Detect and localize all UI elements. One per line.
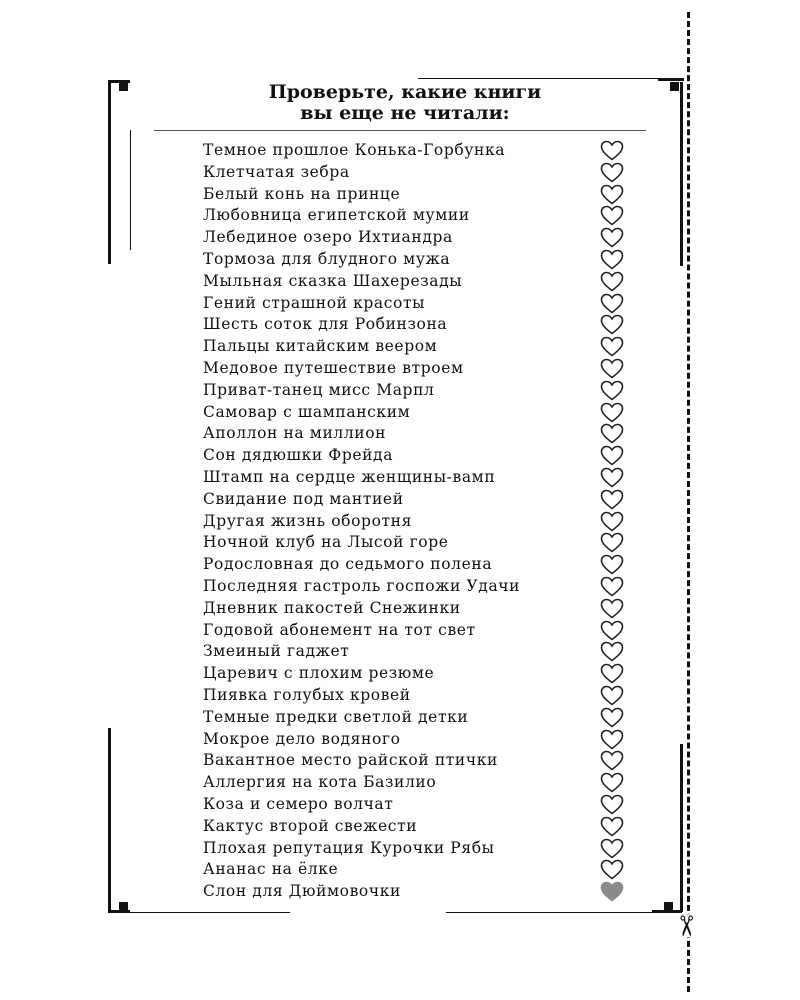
frame-right-top-bar <box>680 82 683 266</box>
heart-checkbox-icon[interactable] <box>600 620 624 642</box>
heart-checkbox-icon[interactable] <box>600 293 624 315</box>
frame-corner-bottom-left <box>119 902 128 911</box>
heart-checkbox-icon[interactable] <box>600 162 624 184</box>
heart-checkbox-icon[interactable] <box>600 532 624 554</box>
book-title: Родословная до седьмого полена <box>203 555 493 574</box>
heart-checkbox-icon[interactable] <box>600 838 624 860</box>
frame-inner-left-line <box>130 130 131 250</box>
book-title: Любовница египетской мумии <box>203 206 470 225</box>
book-title: Сон дядюшки Фрейда <box>203 446 394 465</box>
list-item <box>203 489 633 511</box>
book-title: Клетчатая зебра <box>203 162 350 181</box>
book-title: Свидание под мантией <box>203 489 404 508</box>
heart-filled-checkbox-icon[interactable] <box>600 881 624 903</box>
book-title: Шесть соток для Робинзона <box>203 315 448 334</box>
book-title: Вакантное место райской птички <box>203 751 498 770</box>
heart-checkbox-icon[interactable] <box>600 336 624 358</box>
book-title: Плохая репутация Курочки Рябы <box>203 838 495 857</box>
list-item <box>203 663 633 685</box>
book-title: Тормоза для блудного мужа <box>203 249 451 268</box>
heart-checkbox-icon[interactable] <box>600 227 624 249</box>
frame-inner-bottom-right-line <box>446 912 652 913</box>
book-title: Змеиный гаджет <box>203 642 350 661</box>
heart-checkbox-icon[interactable] <box>600 707 624 729</box>
list-item <box>203 249 633 271</box>
heart-checkbox-icon[interactable] <box>600 554 624 576</box>
list-item <box>203 881 633 903</box>
list-item <box>203 140 633 162</box>
book-title: Другая жизнь оборотня <box>203 511 412 530</box>
heart-checkbox-icon[interactable] <box>600 249 624 271</box>
frame-corner-top-right <box>670 82 679 91</box>
list-item <box>203 402 633 424</box>
heart-checkbox-icon[interactable] <box>600 685 624 707</box>
heart-checkbox-icon[interactable] <box>600 641 624 663</box>
frame-left-top-bar <box>108 82 111 264</box>
book-title: Гений страшной красоты <box>203 293 426 312</box>
book-title: Мыльная сказка Шахерезады <box>203 271 463 290</box>
heart-checkbox-icon[interactable] <box>600 467 624 489</box>
frame-left-bottom-bar <box>108 728 111 911</box>
dashed-cut-line <box>687 12 690 992</box>
frame-top-right-edge <box>658 78 684 81</box>
list-item <box>203 859 633 881</box>
heart-checkbox-icon[interactable] <box>600 445 624 467</box>
list-item <box>203 511 633 533</box>
list-item <box>203 336 633 358</box>
list-item <box>203 598 633 620</box>
heart-checkbox-icon[interactable] <box>600 314 624 336</box>
title-line-2: вы еще не читали: <box>300 102 510 124</box>
heart-checkbox-icon[interactable] <box>600 489 624 511</box>
book-title: Последняя гастроль госпожи Удачи <box>203 576 521 595</box>
heart-checkbox-icon[interactable] <box>600 184 624 206</box>
book-title: Аллергия на кота Базилио <box>203 773 437 792</box>
heart-checkbox-icon[interactable] <box>600 859 624 881</box>
book-title: Царевич с плохим резюме <box>203 664 435 683</box>
list-item <box>203 532 633 554</box>
heart-checkbox-icon[interactable] <box>600 794 624 816</box>
scissors-icon: ✂ <box>669 914 703 938</box>
heart-checkbox-icon[interactable] <box>600 729 624 751</box>
title-line-1: Проверьте, какие книги <box>268 81 542 103</box>
book-title: Аполлон на миллион <box>203 424 387 443</box>
heart-checkbox-icon[interactable] <box>600 663 624 685</box>
heart-checkbox-icon[interactable] <box>600 140 624 162</box>
list-item <box>203 576 633 598</box>
list-item <box>203 707 633 729</box>
list-item <box>203 838 633 860</box>
list-item <box>203 620 633 642</box>
list-item <box>203 729 633 751</box>
list-item <box>203 271 633 293</box>
book-checklist <box>203 140 633 903</box>
list-item <box>203 750 633 772</box>
frame-right-bottom-bar <box>680 744 683 912</box>
frame-corner-bottom-right <box>664 902 673 911</box>
book-title: Лебединое озеро Ихтиандра <box>203 228 453 247</box>
list-item <box>203 227 633 249</box>
heart-checkbox-icon[interactable] <box>600 598 624 620</box>
book-title: Белый конь на принце <box>203 184 401 203</box>
book-title: Дневник пакостей Снежинки <box>203 598 461 617</box>
list-item <box>203 641 633 663</box>
list-item <box>203 293 633 315</box>
list-item <box>203 380 633 402</box>
book-title: Пиявка голубых кровей <box>203 685 411 704</box>
book-title: Штамп на сердце женщины-вамп <box>203 467 496 486</box>
book-title: Ананас на ёлке <box>203 860 339 879</box>
book-title: Приват-танец мисс Марпл <box>203 380 435 399</box>
heart-checkbox-icon[interactable] <box>600 576 624 598</box>
heart-checkbox-icon[interactable] <box>600 750 624 772</box>
book-title: Коза и семеро волчат <box>203 794 394 813</box>
list-item <box>203 423 633 445</box>
book-title: Темные предки светлой детки <box>203 707 469 726</box>
book-title: Ночной клуб на Лысой горе <box>203 533 449 552</box>
heart-checkbox-icon[interactable] <box>600 402 624 424</box>
heart-checkbox-icon[interactable] <box>600 205 624 227</box>
list-item <box>203 184 633 206</box>
list-item <box>203 816 633 838</box>
book-title: Медовое путешествие втроем <box>203 358 464 377</box>
heart-checkbox-icon[interactable] <box>600 271 624 293</box>
list-item <box>203 358 633 380</box>
book-title: Темное прошлое Конька-Горбунка <box>203 141 506 159</box>
list-item <box>203 162 633 184</box>
list-item <box>203 314 633 336</box>
book-title: Слон для Дюймовочки <box>203 882 401 901</box>
list-item <box>203 554 633 576</box>
list-item <box>203 685 633 707</box>
heart-checkbox-icon[interactable] <box>600 511 624 533</box>
list-item <box>203 205 633 227</box>
heart-checkbox-icon[interactable] <box>600 423 624 445</box>
book-title: Мокрое дело водяного <box>203 729 401 748</box>
title-divider <box>154 130 646 131</box>
heart-checkbox-icon[interactable] <box>600 380 624 402</box>
book-title: Пальцы китайским веером <box>203 337 438 356</box>
frame-inner-top-line <box>418 78 658 79</box>
book-title: Годовой абонемент на тот свет <box>203 620 476 639</box>
book-title: Самовар с шампанским <box>203 402 411 421</box>
frame-inner-bottom-line <box>130 912 290 913</box>
page-title <box>195 82 615 124</box>
list-item <box>203 467 633 489</box>
heart-checkbox-icon[interactable] <box>600 358 624 380</box>
list-item <box>203 772 633 794</box>
list-item <box>203 445 633 467</box>
frame-corner-top-left <box>119 82 128 91</box>
heart-checkbox-icon[interactable] <box>600 772 624 794</box>
heart-checkbox-icon[interactable] <box>600 816 624 838</box>
book-title: Кактус второй свежести <box>203 816 418 835</box>
list-item <box>203 794 633 816</box>
